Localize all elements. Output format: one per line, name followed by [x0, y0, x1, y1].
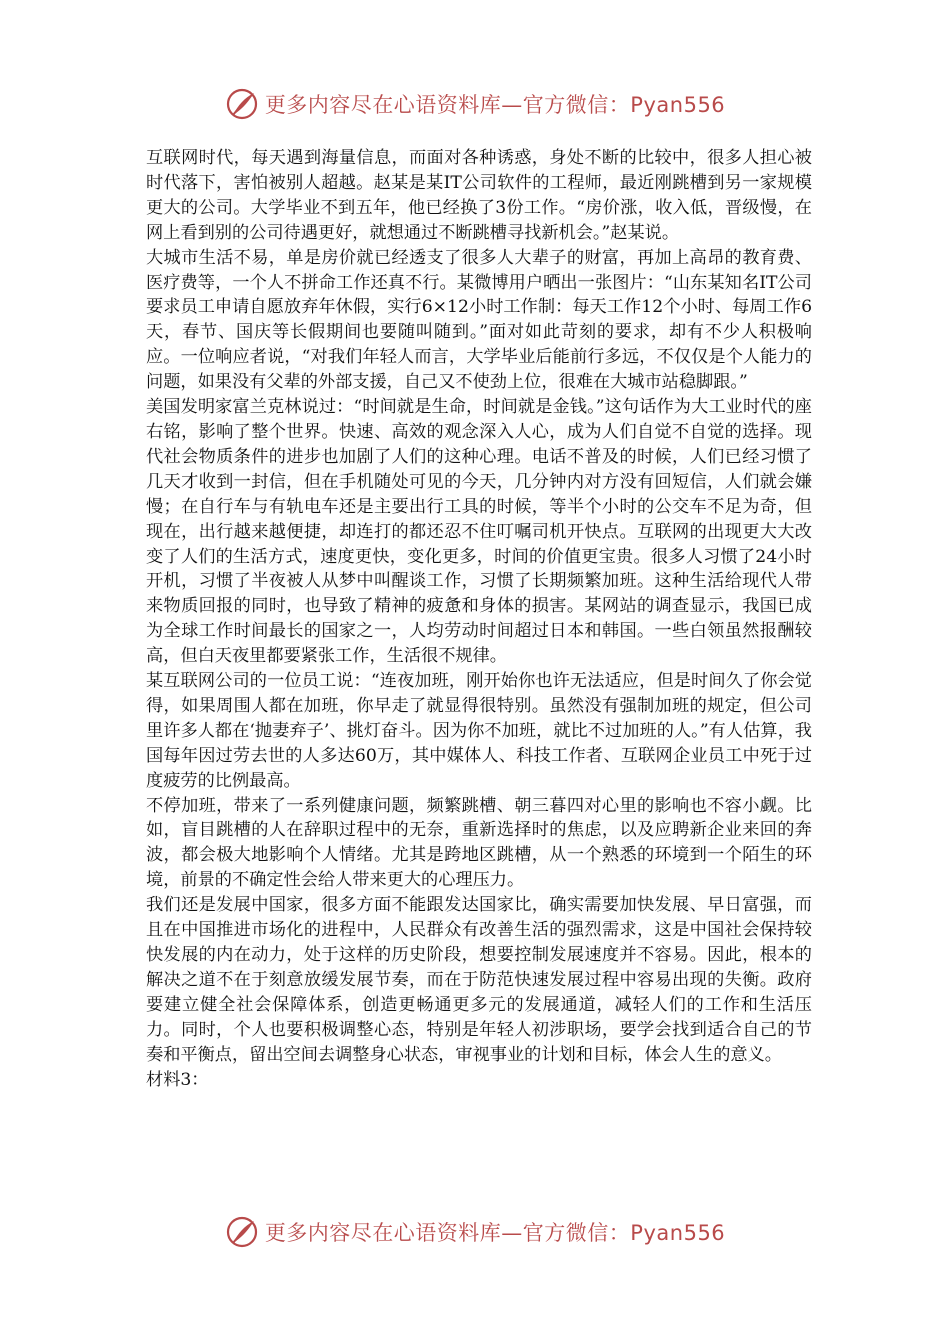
quill-pen-icon [225, 1215, 259, 1249]
watermark-banner-top [0, 84, 950, 124]
paragraph-1: 互联网时代，每天遇到海量信息，而面对各种诱惑，身处不断的比较中，很多人担心被时代落下，害怕被别人超越。赵某是某IT公司软件的工程师，最近刚跳槽到另一家规模更大的公司。大学毕业不到五年，他已经换了3份工作。“房价涨，收入低，晋级慢，在网上看到别的公司待遇更好，就想通过不断跳槽寻找新机会。”赵某说。 [146, 148, 812, 243]
section-label-material-3: 材料3： [146, 1069, 209, 1090]
watermark-banner-bottom [0, 1212, 950, 1252]
paragraph-4: 某互联网公司的一位员工说：“连夜加班，刚开始你也许无法适应，但是时间久了你会觉得，如果周围人都在加班，你早走了就显得很特别。虽然没有强制加班的规定，但公司里许多人都在‘抛妻弃子’、挑灯奋斗。因为你不加班，就比不过加班的人。”有人估算，我国每年因过劳去世的人多达60万，其中媒体人、科技工作者、互联网企业员工中死于过度疲劳的比例最高。 [146, 671, 812, 791]
watermark-text: 更多内容尽在心语资料库—官方微信：Pyan556 [264, 93, 726, 117]
article-body [146, 146, 812, 1092]
paragraph-6: 我们还是发展中国家，很多方面不能跟发达国家比，确实需要加快发展、早日富强，而且在中国推进市场化的进程中，人民群众有改善生活的强烈需求，这是中国社会保持较快发展的内在动力，处于这样的历史阶段，想要控制发展速度并不容易。因此，根本的解决之道不在于刻意放缓发展节奏，而在于防范快速发展过程中容易出现的失衡。政府要建立健全社会保障体系，创造更畅通更多元的发展通道，减轻人们的工作和生活压力。同时，个人也要积极调整心态，特别是年轻人初涉职场，要学会找到适合自己的节奏和平衡点，留出空间去调整身心状态，审视事业的计划和目标，体会人生的意义。 [146, 895, 812, 1065]
paragraph-5: 不停加班，带来了一系列健康问题，频繁跳槽、朝三暮四对心里的影响也不容小觑。比如，盲目跳槽的人在辞职过程中的无奈，重新选择时的焦虑，以及应聘新企业来回的奔波，都会极大地影响个人情绪。尤其是跨地区跳槽，从一个熟悉的环境到一个陌生的环境，前景的不确定性会给人带来更大的心理压力。 [146, 795, 812, 891]
paragraph-3: 美国发明家富兰克林说过：“时间就是生命，时间就是金钱。”这句话作为大工业时代的座右铭，影响了整个世界。快速、高效的观念深入人心，成为人们自觉不自觉的选择。现代社会物质条件的进步也加剧了人们的这种心理。电话不普及的时候，人们已经习惯了几天才收到一封信，但在手机随处可见的今天，几分钟内对方没有回短信，人们就会嫌慢；在自行车与有轨电车还是主要出行工具的时候，等半个小时的公交车不足为奇，但现在，出行越来越便捷，却连打的都还忍不住叮嘱司机开快点。互联网的出现更大大改变了人们的生活方式，速度更快，变化更多，时间的价值更宝贵。很多人习惯了24小时开机，习惯了半夜被人从梦中叫醒谈工作，习惯了长期频繁加班。这种生活给现代人带来物质回报的同时，也导致了精神的疲惫和身体的损害。某网站的调查显示，我国已成为全球工作时间最长的国家之一，人均劳动时间超过日本和韩国。一些白领虽然报酬较高，但白天夜里都要紧张工作，生活很不规律。 [146, 397, 812, 667]
quill-pen-icon [225, 87, 259, 121]
paragraph-2: 大城市生活不易，单是房价就已经透支了很多人大辈子的财富，再加上高昂的教育费、医疗费等，一个人不拼命工作还真不行。某微博用户晒出一张图片：“山东某知名IT公司要求员工申请自愿放弃年休假，实行6×12小时工作制：每天工作12个小时、每周工作6天，春节、国庆等长假期间也要随叫随到。”面对如此苛刻的要求，却有不少人积极响应。一位响应者说，“对我们年轻人而言，大学毕业后能前行多远，不仅仅是个人能力的问题，如果没有父辈的外部支援，自己又不使劲上位，很难在大城市站稳脚跟。” [146, 247, 812, 393]
watermark-text: 更多内容尽在心语资料库—官方微信：Pyan556 [264, 1221, 726, 1245]
